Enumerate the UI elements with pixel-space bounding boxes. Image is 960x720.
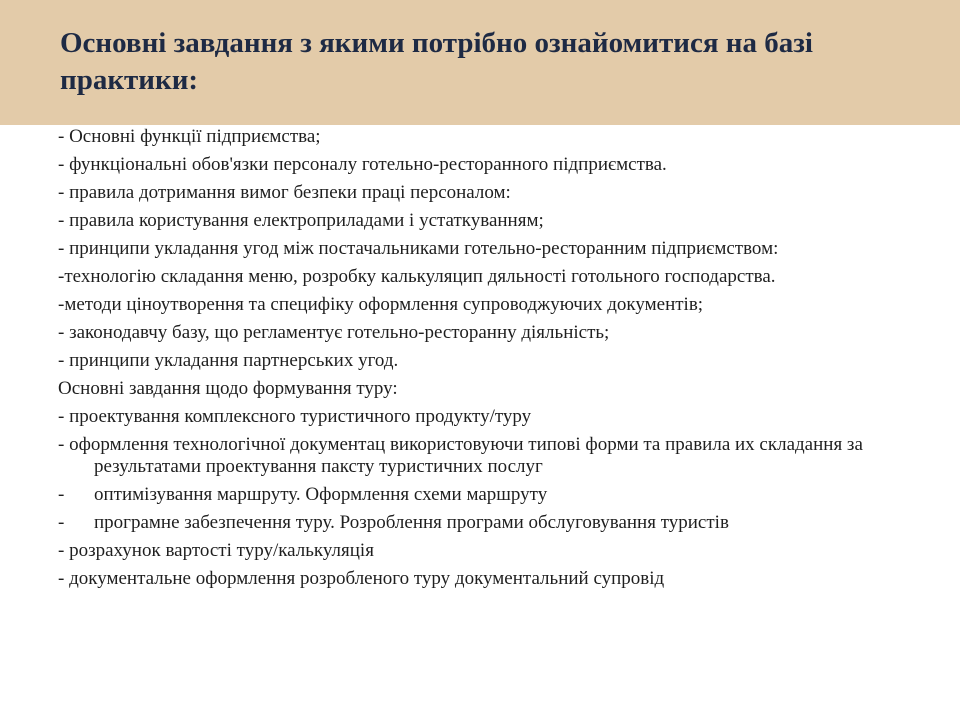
section-heading: Основні завдання щодо формування туру: <box>58 378 398 399</box>
list-item: - функціональні обов'язки персоналу готельно-ресторанного підприємства. <box>58 154 667 175</box>
list-item: - принципи укладання угод між постачальниками готельно-ресторанним підприємством: <box>58 238 779 259</box>
list-item <box>58 484 918 506</box>
list-item: - Основні функції підприємства; <box>58 126 321 147</box>
content-list <box>58 126 918 596</box>
list-item <box>58 512 918 534</box>
list-item: - правила користування електроприладами і устаткуванням; <box>58 210 544 231</box>
list-item: - принципи укладання партнерських угод. <box>58 350 399 371</box>
list-item-text: оптимізування маршруту. Оформлення схеми маршруту <box>94 484 548 505</box>
slide-title: Основні завдання з якими потрібно ознайомитися на базі практики: <box>60 27 813 96</box>
list-item: - законодавчу базу, що регламентує готельно-ресторанну діяльність; <box>58 322 610 343</box>
list-item: - розрахунок вартості туру/калькуляція <box>58 540 374 561</box>
list-dash: - <box>58 512 65 533</box>
list-dash: - <box>58 484 65 505</box>
list-item-text: програмне забезпечення туру. Розроблення програми обслуговування туристів <box>94 512 729 533</box>
list-item: - правила дотримання вимог безпеки праці персоналом: <box>58 182 511 203</box>
list-item: -технологію складання меню, розробку калькуляцип дяльності готольного господарства. <box>58 266 776 287</box>
list-item: - проектування комплексного туристичного продукту/туру <box>58 406 532 427</box>
list-item: - оформлення технологічної документац використовуючи типові форми та правила их складання за результатами проектування паксту туристичних послуг <box>58 434 863 477</box>
list-item: - документальне оформлення розробленого туру документальний супровід <box>58 568 665 589</box>
list-item: -методи ціноутворення та специфіку оформлення супроводжуючих документів; <box>58 294 704 315</box>
